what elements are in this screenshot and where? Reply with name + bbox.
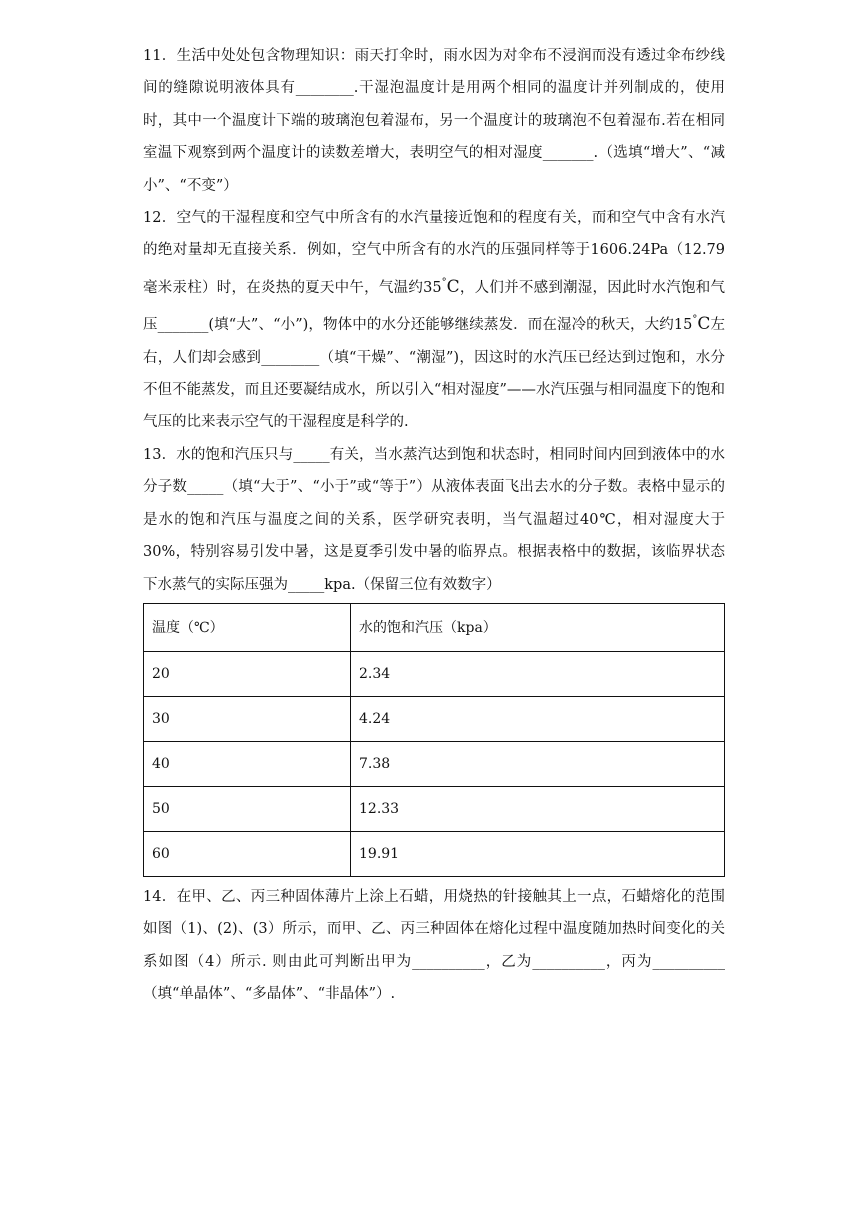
table-cell: 2.34 bbox=[351, 651, 725, 696]
question-12-text-part2: ，人们并不感到潮湿，因此时水汽饱和气压_______(填“大”、“小”)，物体中的水分还能够继续蒸发．而在湿冷的秋天，大约15 bbox=[143, 279, 726, 334]
table-row bbox=[144, 786, 725, 831]
degree-symbol: ° bbox=[441, 276, 447, 288]
question-11 bbox=[143, 40, 725, 202]
celsius-unit: C bbox=[446, 276, 460, 297]
question-12-text-part1: 12．空气的干湿程度和空气中所含有的水汽量接近饱和的程度有关，而和空气中含有水汽的绝对量却无直接关系．例如，空气中所含有的水汽的压强同样等于1606.24Pa（12.79毫米汞柱）时，在炎热的夏天中午，气温约35 bbox=[143, 210, 725, 296]
question-14 bbox=[143, 881, 725, 1011]
table-row bbox=[144, 651, 725, 696]
table-row bbox=[144, 696, 725, 741]
table-cell: 20 bbox=[144, 651, 351, 696]
question-12-text-part3: 左右，人们却会感到________（填“干燥”、“潮湿”)，因这时的水汽压已经达到过饱和，水分不但不能蒸发，而且还要凝结成水，所以引入“相对湿度”——水汽压强与相同温度下的饱和气压的比来表示空气的干湿程度是科学的. bbox=[143, 317, 725, 431]
table-row bbox=[144, 831, 725, 876]
table-header-cell: 温度（℃） bbox=[144, 603, 351, 651]
question-13-text: 13．水的饱和汽压只与_____有关，当水蒸汽达到饱和状态时，相同时间内回到液体中的水分子数_____（填“大于”、“小于”或“等于”）从液体表面飞出去水的分子数。表格中显示的是水的饱和汽压与温度之间的关系，医学研究表明，当气温超过40℃，相对湿度大于30%，特别容易引发中暑，这是夏季引发中暑的临界点。根据表格中的数据，该临界状态下水蒸气的实际压强为_____kpa.（保留三位有效数字） bbox=[143, 446, 725, 593]
question-12 bbox=[143, 202, 725, 439]
table-cell: 30 bbox=[144, 696, 351, 741]
table-header-row bbox=[144, 603, 725, 651]
table-header-cell: 水的饱和汽压（kpa） bbox=[351, 603, 725, 651]
question-13 bbox=[143, 439, 725, 601]
table-cell: 7.38 bbox=[351, 741, 725, 786]
table-row bbox=[144, 741, 725, 786]
table-cell: 19.91 bbox=[351, 831, 725, 876]
table-cell: 40 bbox=[144, 741, 351, 786]
document-body bbox=[143, 40, 725, 1011]
degree-symbol: ° bbox=[692, 314, 698, 326]
table-cell: 4.24 bbox=[351, 696, 725, 741]
saturation-pressure-table bbox=[143, 603, 725, 877]
question-14-text: 14．在甲、乙、丙三种固体薄片上涂上石蜡，用烧热的针接触其上一点，石蜡熔化的范围如图（1)、(2)、(3）所示，而甲、乙、丙三种固体在熔化过程中温度随加热时间变化的关系如图（4）所示. 则由此可判断出甲为__________，乙为__________，丙为__________（填“单晶体”、“多晶体”、“非晶体”）. bbox=[143, 888, 725, 1003]
table-cell: 50 bbox=[144, 786, 351, 831]
celsius-unit: C bbox=[697, 314, 711, 335]
table-cell: 12.33 bbox=[351, 786, 725, 831]
table-cell: 60 bbox=[144, 831, 351, 876]
question-11-text: 11．生活中处处包含物理知识：雨天打伞时，雨水因为对伞布不浸润而没有透过伞布纱线间的缝隙说明液体具有________.干湿泡温度计是用两个相同的温度计并列制成的，使用时，其中一个温度计下端的玻璃泡包着湿布，另一个温度计的玻璃泡不包着湿布.若在相同室温下观察到两个温度计的读数差增大，表明空气的相对湿度_______.（选填“增大”、“减小”、“不变”） bbox=[143, 48, 725, 194]
